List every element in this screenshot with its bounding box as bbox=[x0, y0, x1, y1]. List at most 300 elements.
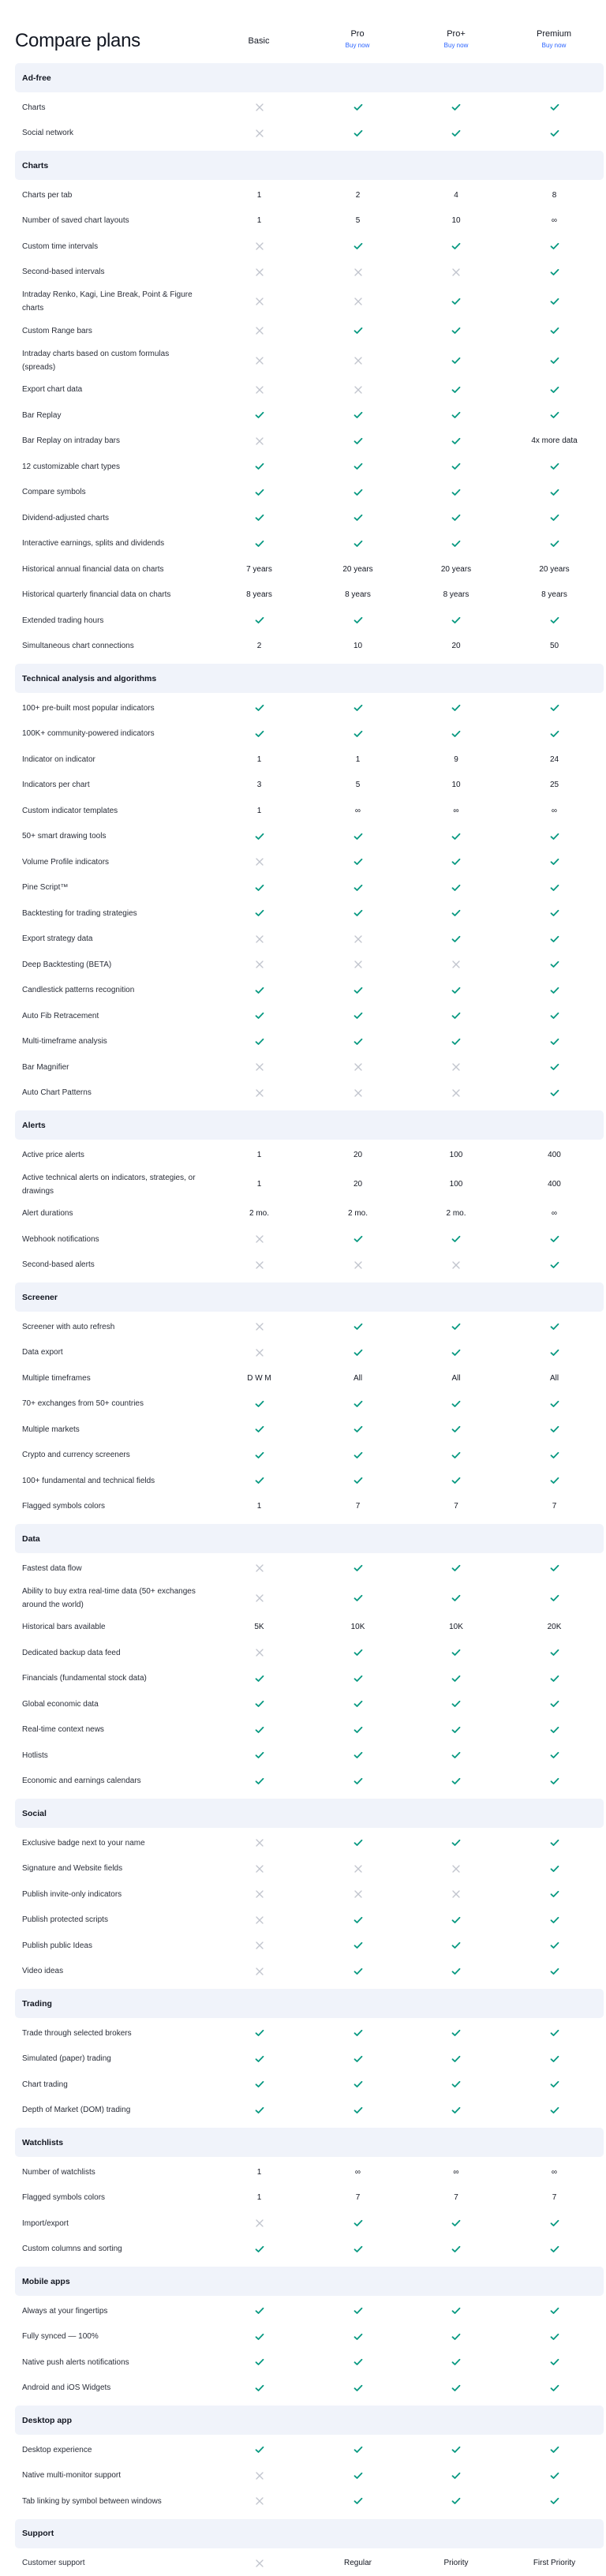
table-row bbox=[0, 1640, 606, 1666]
table-row bbox=[0, 1615, 606, 1641]
check-icon bbox=[505, 1012, 604, 1020]
check-icon bbox=[210, 1751, 309, 1759]
check-icon bbox=[407, 1323, 505, 1331]
check-icon bbox=[407, 1968, 505, 1975]
check-icon bbox=[505, 2106, 604, 2114]
value-pro: 5 bbox=[309, 216, 407, 225]
table-row bbox=[0, 1142, 606, 1168]
plan-name: Basic bbox=[210, 36, 308, 46]
section-heading: Support bbox=[15, 2519, 604, 2548]
table-row bbox=[0, 2020, 606, 2046]
check-icon bbox=[210, 2333, 309, 2341]
check-icon bbox=[309, 1451, 407, 1459]
cross-icon bbox=[309, 1890, 407, 1898]
value-premium: ∞ bbox=[505, 1209, 604, 1218]
cross-icon bbox=[210, 2559, 309, 2567]
cross-icon bbox=[210, 129, 309, 137]
table-row bbox=[0, 2046, 606, 2072]
feature-label: Video ideas bbox=[22, 1961, 210, 1981]
check-icon bbox=[407, 2080, 505, 2088]
check-icon bbox=[407, 1477, 505, 1485]
cross-icon bbox=[210, 298, 309, 305]
feature-label: Second-based alerts bbox=[22, 1255, 210, 1275]
feature-label: Deep Backtesting (BETA) bbox=[22, 955, 210, 975]
table-row bbox=[0, 95, 606, 121]
value-pro: Regular bbox=[309, 2559, 407, 2567]
check-icon bbox=[505, 616, 604, 624]
feature-label: Dedicated backup data feed bbox=[22, 1643, 210, 1663]
check-icon bbox=[407, 1425, 505, 1433]
cross-icon bbox=[309, 298, 407, 305]
check-icon bbox=[309, 1012, 407, 1020]
check-icon bbox=[505, 242, 604, 250]
check-icon bbox=[210, 1425, 309, 1433]
check-icon bbox=[210, 1400, 309, 1408]
check-icon bbox=[407, 540, 505, 548]
check-icon bbox=[407, 1235, 505, 1243]
value-basic: 5K bbox=[210, 1623, 309, 1631]
cross-icon bbox=[210, 1865, 309, 1873]
check-icon bbox=[505, 1675, 604, 1683]
check-icon bbox=[407, 1726, 505, 1734]
cross-icon bbox=[407, 1089, 505, 1097]
check-icon bbox=[407, 2219, 505, 2227]
cross-icon bbox=[210, 1594, 309, 1602]
feature-label: Publish protected scripts bbox=[22, 1910, 210, 1930]
table-row bbox=[0, 900, 606, 927]
cross-icon bbox=[210, 327, 309, 335]
cross-icon bbox=[210, 1839, 309, 1847]
feature-label: Desktop experience bbox=[22, 2440, 210, 2460]
table-row bbox=[0, 927, 606, 953]
value-basic: 1 bbox=[210, 1180, 309, 1189]
value-basic: 1 bbox=[210, 2193, 309, 2202]
check-icon bbox=[407, 103, 505, 111]
table-row bbox=[0, 978, 606, 1004]
check-icon bbox=[505, 858, 604, 866]
check-icon bbox=[309, 1564, 407, 1572]
check-icon bbox=[407, 462, 505, 470]
value-pro: 20 years bbox=[309, 565, 407, 574]
table-row bbox=[0, 429, 606, 455]
cross-icon bbox=[210, 1916, 309, 1924]
section-heading: Technical analysis and algorithms bbox=[15, 664, 604, 693]
feature-label: Fastest data flow bbox=[22, 1559, 210, 1578]
value-premium: 400 bbox=[505, 1151, 604, 1159]
cross-icon bbox=[210, 1261, 309, 1269]
value-premium: ∞ bbox=[505, 2168, 604, 2177]
buy-now-premium-link[interactable]: Buy now bbox=[505, 42, 603, 49]
feature-label: Data export bbox=[22, 1342, 210, 1362]
table-row bbox=[0, 260, 606, 286]
table-row bbox=[0, 2159, 606, 2185]
feature-label: Charts bbox=[22, 98, 210, 118]
section-screener bbox=[0, 1282, 606, 1519]
table-row bbox=[0, 480, 606, 506]
value-pro-plus: 4 bbox=[407, 191, 505, 200]
table-row bbox=[0, 318, 606, 344]
table-row bbox=[0, 608, 606, 634]
value-pro-plus: ∞ bbox=[407, 2168, 505, 2177]
table-row bbox=[0, 505, 606, 531]
check-icon bbox=[309, 1038, 407, 1046]
check-icon bbox=[505, 1235, 604, 1243]
check-icon bbox=[309, 2080, 407, 2088]
table-row bbox=[0, 1443, 606, 1469]
check-icon bbox=[309, 909, 407, 917]
cross-icon bbox=[210, 935, 309, 943]
check-icon bbox=[407, 858, 505, 866]
value-pro-plus: 100 bbox=[407, 1151, 505, 1159]
table-row bbox=[0, 344, 606, 377]
check-icon bbox=[309, 2472, 407, 2480]
feature-label: Volume Profile indicators bbox=[22, 852, 210, 872]
cross-icon bbox=[210, 268, 309, 276]
feature-label: Economic and earnings calendars bbox=[22, 1771, 210, 1791]
check-icon bbox=[407, 489, 505, 496]
feature-label: 100+ fundamental and technical fields bbox=[22, 1471, 210, 1491]
value-pro: 20 bbox=[309, 1151, 407, 1159]
feature-label: Depth of Market (DOM) trading bbox=[22, 2100, 210, 2120]
check-icon bbox=[309, 2307, 407, 2315]
table-row bbox=[0, 1666, 606, 1692]
value-pro-plus: 9 bbox=[407, 755, 505, 764]
check-icon bbox=[309, 242, 407, 250]
check-icon bbox=[407, 1649, 505, 1657]
check-icon bbox=[309, 1941, 407, 1949]
buy-now-pro-link[interactable]: Buy now bbox=[309, 42, 406, 49]
feature-label: Dividend-adjusted charts bbox=[22, 508, 210, 528]
check-icon bbox=[407, 1400, 505, 1408]
table-row bbox=[0, 1556, 606, 1582]
value-premium: 20 years bbox=[505, 565, 604, 574]
check-icon bbox=[309, 1777, 407, 1785]
feature-label: Export chart data bbox=[22, 380, 210, 399]
check-icon bbox=[309, 2055, 407, 2063]
table-row bbox=[0, 1226, 606, 1252]
check-icon bbox=[505, 987, 604, 994]
feature-label: Custom Range bars bbox=[22, 321, 210, 341]
feature-label: Customer support bbox=[22, 2553, 210, 2573]
feature-label: Indicators per chart bbox=[22, 775, 210, 795]
comparison-table bbox=[0, 63, 606, 2576]
check-icon bbox=[309, 1477, 407, 1485]
check-icon bbox=[505, 2307, 604, 2315]
check-icon bbox=[309, 2384, 407, 2392]
section-heading: Alerts bbox=[15, 1110, 604, 1140]
table-row bbox=[0, 2437, 606, 2463]
cross-icon bbox=[210, 1649, 309, 1657]
check-icon bbox=[210, 489, 309, 496]
value-basic: 1 bbox=[210, 1502, 309, 1511]
section-trading bbox=[0, 1989, 606, 2123]
value-pro-plus: 8 years bbox=[407, 590, 505, 599]
check-icon bbox=[505, 1594, 604, 1602]
check-icon bbox=[407, 1700, 505, 1708]
cross-icon bbox=[407, 1261, 505, 1269]
check-icon bbox=[505, 2446, 604, 2454]
check-icon bbox=[505, 129, 604, 137]
feature-label: Extended trading hours bbox=[22, 611, 210, 631]
value-pro: 5 bbox=[309, 781, 407, 789]
section-social bbox=[0, 1799, 606, 1984]
page-header bbox=[0, 0, 606, 63]
page-title: Compare plans bbox=[15, 30, 140, 52]
feature-label: Chart trading bbox=[22, 2075, 210, 2095]
value-pro-plus: Priority bbox=[407, 2559, 505, 2567]
check-icon bbox=[505, 1451, 604, 1459]
check-icon bbox=[407, 2333, 505, 2341]
check-icon bbox=[505, 1425, 604, 1433]
check-icon bbox=[505, 2384, 604, 2392]
value-premium: 7 bbox=[505, 1502, 604, 1511]
check-icon bbox=[407, 2106, 505, 2114]
value-pro: 20 bbox=[309, 1180, 407, 1189]
check-icon bbox=[505, 1063, 604, 1071]
value-pro-plus: ∞ bbox=[407, 807, 505, 815]
check-icon bbox=[309, 616, 407, 624]
table-row bbox=[0, 1201, 606, 1227]
feature-label: Fully synced — 100% bbox=[22, 2327, 210, 2346]
check-icon bbox=[210, 2358, 309, 2366]
table-row bbox=[0, 234, 606, 260]
check-icon bbox=[505, 462, 604, 470]
check-icon bbox=[407, 242, 505, 250]
plan-premium-header bbox=[505, 29, 603, 49]
check-icon bbox=[505, 1477, 604, 1485]
check-icon bbox=[505, 489, 604, 496]
table-row bbox=[0, 875, 606, 901]
check-icon bbox=[505, 2245, 604, 2253]
table-row bbox=[0, 285, 606, 318]
table-row bbox=[0, 1830, 606, 1856]
cross-icon bbox=[210, 103, 309, 111]
table-row bbox=[0, 2185, 606, 2211]
table-row bbox=[0, 1365, 606, 1391]
check-icon bbox=[309, 2446, 407, 2454]
plan-basic-header bbox=[210, 36, 308, 46]
value-basic: 1 bbox=[210, 191, 309, 200]
cross-icon bbox=[210, 2497, 309, 2505]
check-icon bbox=[407, 1012, 505, 1020]
cross-icon bbox=[210, 1564, 309, 1572]
feature-label: Second-based intervals bbox=[22, 262, 210, 282]
table-row bbox=[0, 2349, 606, 2376]
cross-icon bbox=[210, 2472, 309, 2480]
check-icon bbox=[407, 1941, 505, 1949]
table-row bbox=[0, 695, 606, 721]
check-icon bbox=[407, 1675, 505, 1683]
check-icon bbox=[210, 704, 309, 712]
feature-label: Compare symbols bbox=[22, 482, 210, 502]
value-pro: 1 bbox=[309, 755, 407, 764]
check-icon bbox=[505, 327, 604, 335]
table-row bbox=[0, 2298, 606, 2324]
value-basic: 8 years bbox=[210, 590, 309, 599]
cross-icon bbox=[407, 1865, 505, 1873]
value-premium: ∞ bbox=[505, 216, 604, 225]
check-icon bbox=[505, 730, 604, 738]
check-icon bbox=[505, 833, 604, 841]
check-icon bbox=[505, 386, 604, 394]
value-basic: 2 mo. bbox=[210, 1209, 309, 1218]
check-icon bbox=[309, 1726, 407, 1734]
cross-icon bbox=[210, 386, 309, 394]
check-icon bbox=[407, 909, 505, 917]
value-premium: 400 bbox=[505, 1180, 604, 1189]
table-row bbox=[0, 2211, 606, 2237]
check-icon bbox=[407, 129, 505, 137]
check-icon bbox=[309, 2106, 407, 2114]
check-icon bbox=[505, 357, 604, 365]
check-icon bbox=[505, 268, 604, 276]
table-row bbox=[0, 1933, 606, 1959]
feature-label: Bar Magnifier bbox=[22, 1058, 210, 1077]
feature-label: 70+ exchanges from 50+ countries bbox=[22, 1394, 210, 1413]
check-icon bbox=[309, 1649, 407, 1657]
section-heading: Mobile apps bbox=[15, 2267, 604, 2296]
cross-icon bbox=[210, 1968, 309, 1975]
check-icon bbox=[505, 2333, 604, 2341]
table-row bbox=[0, 721, 606, 747]
value-pro: 2 bbox=[309, 191, 407, 200]
table-row bbox=[0, 1908, 606, 1934]
feature-label: Bar Replay bbox=[22, 406, 210, 425]
check-icon bbox=[407, 2446, 505, 2454]
feature-label: Exclusive badge next to your name bbox=[22, 1833, 210, 1853]
check-icon bbox=[407, 884, 505, 892]
check-icon bbox=[309, 1400, 407, 1408]
cross-icon bbox=[309, 357, 407, 365]
feature-label: Real-time context news bbox=[22, 1720, 210, 1739]
value-premium: 8 bbox=[505, 191, 604, 200]
check-icon bbox=[210, 616, 309, 624]
check-icon bbox=[309, 514, 407, 522]
table-row bbox=[0, 798, 606, 824]
table-row bbox=[0, 952, 606, 978]
check-icon bbox=[309, 1751, 407, 1759]
check-icon bbox=[407, 2358, 505, 2366]
check-icon bbox=[210, 987, 309, 994]
feature-label: Hotlists bbox=[22, 1746, 210, 1765]
cross-icon bbox=[407, 268, 505, 276]
feature-label: Signature and Website fields bbox=[22, 1859, 210, 1878]
check-icon bbox=[210, 1451, 309, 1459]
table-row bbox=[0, 454, 606, 480]
value-pro: ∞ bbox=[309, 807, 407, 815]
value-pro: 10K bbox=[309, 1623, 407, 1631]
value-premium: 8 years bbox=[505, 590, 604, 599]
feature-label: Active technical alerts on indicators, strategies, or drawings bbox=[22, 1168, 210, 1201]
value-premium: All bbox=[505, 1374, 604, 1383]
feature-label: Webhook notifications bbox=[22, 1230, 210, 1249]
check-icon bbox=[309, 1425, 407, 1433]
table-row bbox=[0, 1717, 606, 1743]
feature-label: Custom indicator templates bbox=[22, 801, 210, 821]
value-basic: 2 bbox=[210, 642, 309, 650]
check-icon bbox=[505, 2219, 604, 2227]
cross-icon bbox=[407, 960, 505, 968]
check-icon bbox=[210, 2029, 309, 2037]
check-icon bbox=[407, 1751, 505, 1759]
buy-now-pro-plus-link[interactable]: Buy now bbox=[407, 42, 505, 49]
check-icon bbox=[407, 2055, 505, 2063]
cross-icon bbox=[210, 1063, 309, 1071]
table-row bbox=[0, 1769, 606, 1795]
section-heading: Data bbox=[15, 1524, 604, 1553]
check-icon bbox=[309, 1323, 407, 1331]
cross-icon bbox=[210, 1323, 309, 1331]
check-icon bbox=[210, 1675, 309, 1683]
cross-icon bbox=[309, 386, 407, 394]
section-mobile-apps bbox=[0, 2267, 606, 2401]
feature-label: Simulated (paper) trading bbox=[22, 2049, 210, 2069]
table-row bbox=[0, 1168, 606, 1201]
value-basic: 7 years bbox=[210, 565, 309, 574]
value-basic: 1 bbox=[210, 807, 309, 815]
check-icon bbox=[309, 1349, 407, 1357]
plan-pro-header bbox=[309, 29, 406, 49]
check-icon bbox=[210, 884, 309, 892]
check-icon bbox=[210, 1777, 309, 1785]
check-icon bbox=[210, 909, 309, 917]
check-icon bbox=[505, 1890, 604, 1898]
check-icon bbox=[505, 1649, 604, 1657]
feature-label: Active price alerts bbox=[22, 1145, 210, 1165]
plan-name: Pro bbox=[309, 29, 406, 39]
check-icon bbox=[407, 386, 505, 394]
feature-label: Trade through selected brokers bbox=[22, 2024, 210, 2043]
value-basic: D W M bbox=[210, 1374, 309, 1383]
feature-label: 50+ smart drawing tools bbox=[22, 826, 210, 846]
check-icon bbox=[407, 1349, 505, 1357]
check-icon bbox=[505, 704, 604, 712]
check-icon bbox=[407, 2472, 505, 2480]
value-pro-plus: 10 bbox=[407, 216, 505, 225]
check-icon bbox=[407, 1451, 505, 1459]
check-icon bbox=[309, 489, 407, 496]
check-icon bbox=[309, 540, 407, 548]
feature-label: Ability to buy extra real-time data (50+ exchanges around the world) bbox=[22, 1582, 210, 1615]
feature-label: Pine Script™ bbox=[22, 878, 210, 897]
value-pro: ∞ bbox=[309, 2168, 407, 2177]
cross-icon bbox=[309, 1865, 407, 1873]
value-premium: 7 bbox=[505, 2193, 604, 2202]
value-pro-plus: 10 bbox=[407, 781, 505, 789]
check-icon bbox=[309, 327, 407, 335]
table-row bbox=[0, 1391, 606, 1417]
cross-icon bbox=[210, 2219, 309, 2227]
check-icon bbox=[505, 935, 604, 943]
table-row bbox=[0, 2324, 606, 2350]
feature-label: Intraday charts based on custom formulas (spreads) bbox=[22, 344, 210, 377]
check-icon bbox=[407, 1564, 505, 1572]
table-row bbox=[0, 2237, 606, 2263]
table-row bbox=[0, 208, 606, 234]
check-icon bbox=[407, 833, 505, 841]
check-icon bbox=[309, 704, 407, 712]
feature-label: Bar Replay on intraday bars bbox=[22, 431, 210, 451]
feature-label: Backtesting for trading strategies bbox=[22, 904, 210, 923]
check-icon bbox=[309, 987, 407, 994]
cross-icon bbox=[210, 1089, 309, 1097]
section-data bbox=[0, 1524, 606, 1794]
section-alerts bbox=[0, 1110, 606, 1278]
table-row bbox=[0, 2376, 606, 2402]
value-pro: 10 bbox=[309, 642, 407, 650]
cross-icon bbox=[210, 1235, 309, 1243]
feature-label: Historical quarterly financial data on charts bbox=[22, 585, 210, 605]
